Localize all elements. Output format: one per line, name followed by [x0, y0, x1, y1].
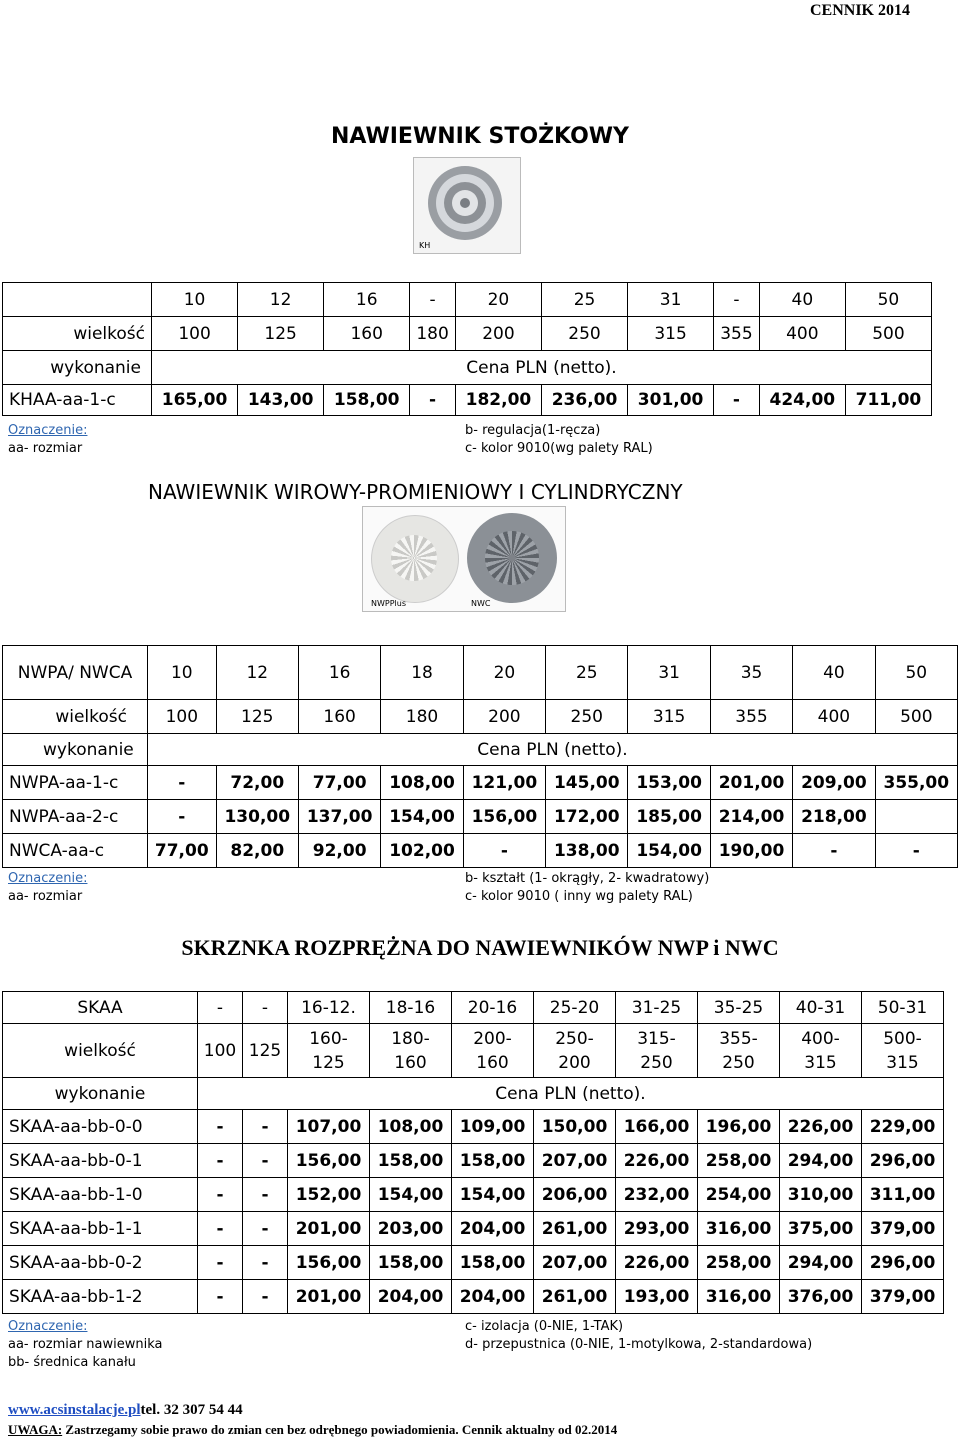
- size-top: 355-: [719, 1028, 758, 1049]
- price-cell: 109,00: [452, 1110, 534, 1144]
- product-name: KHAA-aa-1-c: [3, 385, 152, 416]
- price-cell: 226,00: [780, 1110, 862, 1144]
- size-mm: 160: [324, 317, 410, 351]
- size-code: -: [714, 283, 760, 317]
- size-top: 315-: [637, 1028, 676, 1049]
- size-mm: 500: [875, 700, 957, 734]
- product-name: SKAA-aa-bb-0-2: [3, 1246, 198, 1280]
- price-cell: 121,00: [463, 766, 545, 800]
- note-line: c- kolor 9010 ( inny wg palety RAL): [465, 889, 693, 904]
- size-top: 400-: [801, 1028, 840, 1049]
- note-heading: Oznaczenie:: [8, 1319, 88, 1334]
- size-cell: [780, 1024, 862, 1078]
- price-cell: 153,00: [628, 766, 710, 800]
- section2-notes-right: [465, 870, 709, 906]
- section2-notes-left: [8, 870, 87, 906]
- size-label: wielkość: [3, 317, 152, 351]
- note-line: d- przepustnica (0-NIE, 1-motylkowa, 2-standardowa): [465, 1337, 813, 1352]
- price-cell: 156,00: [288, 1144, 370, 1178]
- price-cell: 166,00: [616, 1110, 698, 1144]
- price-cell: 226,00: [616, 1144, 698, 1178]
- size-top: 500-: [883, 1028, 922, 1049]
- note-line: c- izolacja (0-NIE, 1-TAK): [465, 1319, 624, 1334]
- size-code: 50: [875, 646, 957, 700]
- price-cell: 294,00: [780, 1246, 862, 1280]
- price-cell: 424,00: [759, 385, 845, 416]
- section3-notes-left: [8, 1318, 163, 1372]
- price-cell: 214,00: [710, 800, 792, 834]
- section3-title: SKRZNKA ROZPRĘŻNA DO NAWIEWNIKÓW NWP i NWC: [181, 935, 779, 960]
- section2-title: NAWIEWNIK WIROWY-PROMIENIOWY I CYLINDRYCZNY: [148, 480, 683, 504]
- warning-text: Zastrzegamy sobie prawo do zmian cen bez odrębnego powiadomienia. Cennik aktualny od 02.2014: [62, 1422, 618, 1437]
- price-cell: 261,00: [534, 1212, 616, 1246]
- type-label: wykonanie: [3, 1078, 198, 1110]
- price-cell: 204,00: [452, 1280, 534, 1314]
- price-cell: 154,00: [381, 800, 463, 834]
- size-bottom: 250: [640, 1052, 673, 1073]
- section1-title: NAWIEWNIK STOŻKOWY: [331, 124, 629, 149]
- size-cell: [452, 1024, 534, 1078]
- price-cell: 316,00: [698, 1280, 780, 1314]
- price-cell: -: [243, 1280, 288, 1314]
- note-heading: Oznaczenie:: [8, 871, 88, 886]
- size-mm: 250: [541, 317, 627, 351]
- price-cell: 229,00: [862, 1110, 944, 1144]
- code-cell: 20-16: [452, 992, 534, 1024]
- price-cell: 310,00: [780, 1178, 862, 1212]
- size-bottom: 315: [886, 1052, 919, 1073]
- size-bottom: 160: [476, 1052, 509, 1073]
- size-mm: 180: [381, 700, 463, 734]
- kh-diffuser-photo: [413, 157, 521, 254]
- price-cell: 254,00: [698, 1178, 780, 1212]
- price-cell: 165,00: [152, 385, 238, 416]
- price-cell: 379,00: [862, 1212, 944, 1246]
- section1-notes-right: [465, 422, 653, 458]
- price-cell: 296,00: [862, 1246, 944, 1280]
- price-cell: 137,00: [298, 800, 380, 834]
- price-cell: 207,00: [534, 1144, 616, 1178]
- price-cell: -: [463, 834, 545, 868]
- price-cell: 77,00: [148, 834, 217, 868]
- price-cell: 182,00: [455, 385, 541, 416]
- price-cell: 158,00: [452, 1144, 534, 1178]
- section1-notes-left: [8, 422, 87, 458]
- kh-price-table: [2, 282, 932, 416]
- price-cell: 172,00: [546, 800, 628, 834]
- size-code: 20: [455, 283, 541, 317]
- price-cell: -: [198, 1178, 243, 1212]
- price-cell: 108,00: [381, 766, 463, 800]
- size-mm: 180: [410, 317, 456, 351]
- code-cell: 18-16: [370, 992, 452, 1024]
- price-cell: 158,00: [370, 1144, 452, 1178]
- price-cell: 294,00: [780, 1144, 862, 1178]
- size-top: 180-: [391, 1028, 430, 1049]
- corner-cell: [3, 283, 152, 317]
- price-cell: 236,00: [541, 385, 627, 416]
- price-cell: 150,00: [534, 1110, 616, 1144]
- product-name: SKAA-aa-bb-0-1: [3, 1144, 198, 1178]
- product-name: SKAA-aa-bb-0-0: [3, 1110, 198, 1144]
- price-cell: 158,00: [370, 1246, 452, 1280]
- size-code: 20: [463, 646, 545, 700]
- size-mm: 200: [455, 317, 541, 351]
- price-cell: 311,00: [862, 1178, 944, 1212]
- size-mm: 250: [546, 700, 628, 734]
- price-cell: -: [243, 1178, 288, 1212]
- price-cell: 201,00: [710, 766, 792, 800]
- code-cell: -: [243, 992, 288, 1024]
- size-cell: [370, 1024, 452, 1078]
- price-cell: -: [198, 1212, 243, 1246]
- price-header: Cena PLN (netto).: [152, 351, 932, 385]
- nwc-photo-label: NWC: [471, 599, 491, 608]
- code-cell: 40-31: [780, 992, 862, 1024]
- note-line: aa- rozmiar: [8, 441, 83, 456]
- size-bottom: 250: [722, 1052, 755, 1073]
- price-cell: 196,00: [698, 1110, 780, 1144]
- size-code: -: [410, 283, 456, 317]
- footer-contact: [8, 1402, 243, 1419]
- size-mm: 100: [152, 317, 238, 351]
- price-cell: 201,00: [288, 1280, 370, 1314]
- size-mm: 125: [216, 700, 298, 734]
- price-cell: 190,00: [710, 834, 792, 868]
- size-code: 40: [793, 646, 875, 700]
- price-cell: 375,00: [780, 1212, 862, 1246]
- price-cell: -: [793, 834, 875, 868]
- price-cell: -: [198, 1280, 243, 1314]
- product-name: NWPA-aa-2-c: [3, 800, 148, 834]
- price-cell: 204,00: [452, 1212, 534, 1246]
- price-cell: 152,00: [288, 1178, 370, 1212]
- price-cell: -: [198, 1110, 243, 1144]
- size-top: 160-: [309, 1028, 348, 1049]
- size-bottom: 315: [804, 1052, 837, 1073]
- price-cell: 156,00: [463, 800, 545, 834]
- size-mm: 355: [710, 700, 792, 734]
- price-cell: 72,00: [216, 766, 298, 800]
- size-mm: 400: [759, 317, 845, 351]
- price-cell: 379,00: [862, 1280, 944, 1314]
- price-cell: -: [198, 1144, 243, 1178]
- price-cell: -: [198, 1246, 243, 1280]
- price-cell: 218,00: [793, 800, 875, 834]
- product-name: NWPA-aa-1-c: [3, 766, 148, 800]
- price-cell: 201,00: [288, 1212, 370, 1246]
- size-bottom: 200: [558, 1052, 591, 1073]
- price-cell: 711,00: [845, 385, 931, 416]
- price-cell: -: [148, 766, 217, 800]
- code-cell: 35-25: [698, 992, 780, 1024]
- footer-warning: [8, 1422, 617, 1438]
- price-cell: 203,00: [370, 1212, 452, 1246]
- section3-notes-right: [465, 1318, 812, 1354]
- size-code: 25: [541, 283, 627, 317]
- code-cell: 16-12.: [288, 992, 370, 1024]
- phone-number: tel. 32 307 54 44: [140, 1402, 243, 1418]
- size-code: 10: [148, 646, 217, 700]
- price-cell: 154,00: [628, 834, 710, 868]
- price-cell: -: [243, 1110, 288, 1144]
- size-cell: [288, 1024, 370, 1078]
- nwp-nwc-diffusers-photo: [362, 506, 566, 612]
- website-link[interactable]: www.acsinstalacje.pl: [8, 1402, 141, 1418]
- skaa-price-table: [2, 991, 944, 1314]
- size-code: 16: [324, 283, 410, 317]
- head-label: SKAA: [3, 992, 198, 1024]
- price-cell: 209,00: [793, 766, 875, 800]
- size-mm: 500: [845, 317, 931, 351]
- price-cell: 158,00: [324, 385, 410, 416]
- size-code: 50: [845, 283, 931, 317]
- price-cell: -: [243, 1246, 288, 1280]
- price-cell: 77,00: [298, 766, 380, 800]
- price-cell: -: [148, 800, 217, 834]
- price-cell: 154,00: [452, 1178, 534, 1212]
- price-cell: 207,00: [534, 1246, 616, 1280]
- head-label: NWPA/ NWCA: [3, 646, 148, 700]
- note-line: bb- średnica kanału: [8, 1355, 136, 1370]
- price-cell: 376,00: [780, 1280, 862, 1314]
- price-cell: 293,00: [616, 1212, 698, 1246]
- price-cell: 258,00: [698, 1246, 780, 1280]
- size-cell: [862, 1024, 944, 1078]
- size-mm: 315: [628, 317, 714, 351]
- kh-photo-label: KH: [419, 241, 431, 250]
- price-cell: 258,00: [698, 1144, 780, 1178]
- price-cell: 296,00: [862, 1144, 944, 1178]
- size-code: 18: [381, 646, 463, 700]
- code-cell: 25-20: [534, 992, 616, 1024]
- nwpplus-photo-label: NWPPlus: [371, 599, 407, 608]
- type-label: wykonanie: [3, 734, 148, 766]
- price-cell: 82,00: [216, 834, 298, 868]
- size-mm: 355: [714, 317, 760, 351]
- price-cell: 185,00: [628, 800, 710, 834]
- size-top: 250-: [555, 1028, 594, 1049]
- size-mm: 400: [793, 700, 875, 734]
- size-code: 10: [152, 283, 238, 317]
- price-cell: 232,00: [616, 1178, 698, 1212]
- price-cell: 206,00: [534, 1178, 616, 1212]
- product-name: SKAA-aa-bb-1-1: [3, 1212, 198, 1246]
- size-mm: 100: [148, 700, 217, 734]
- size-mm: 160: [298, 700, 380, 734]
- size-label: wielkość: [3, 1024, 198, 1078]
- size-cell: [534, 1024, 616, 1078]
- size-cell: [616, 1024, 698, 1078]
- price-header: Cena PLN (netto).: [148, 734, 958, 766]
- price-cell: 102,00: [381, 834, 463, 868]
- nwp-price-table: [2, 645, 958, 868]
- size-code: 25: [546, 646, 628, 700]
- code-cell: 50-31: [862, 992, 944, 1024]
- price-cell: 107,00: [288, 1110, 370, 1144]
- size-code: 31: [628, 283, 714, 317]
- price-cell: 143,00: [238, 385, 324, 416]
- price-cell: 92,00: [298, 834, 380, 868]
- price-cell: [875, 800, 957, 834]
- size-code: 16: [298, 646, 380, 700]
- price-cell: -: [243, 1144, 288, 1178]
- note-line: aa- rozmiar nawiewnika: [8, 1337, 163, 1352]
- size-cell: 125: [243, 1024, 288, 1078]
- price-cell: 261,00: [534, 1280, 616, 1314]
- code-cell: -: [198, 992, 243, 1024]
- note-line: b- kształt (1- okrągły, 2- kwadratowy): [465, 871, 710, 886]
- code-cell: 31-25: [616, 992, 698, 1024]
- size-cell: 100: [198, 1024, 243, 1078]
- price-cell: 204,00: [370, 1280, 452, 1314]
- price-cell: -: [243, 1212, 288, 1246]
- price-cell: 156,00: [288, 1246, 370, 1280]
- note-line: b- regulacja(1-ręcza): [465, 423, 601, 438]
- note-line: c- kolor 9010(wg palety RAL): [465, 441, 653, 456]
- note-line: aa- rozmiar: [8, 889, 83, 904]
- size-code: 12: [238, 283, 324, 317]
- size-code: 12: [216, 646, 298, 700]
- size-mm: 315: [628, 700, 710, 734]
- type-label: wykonanie: [3, 351, 152, 385]
- product-name: NWCA-aa-c: [3, 834, 148, 868]
- size-label: wielkość: [3, 700, 148, 734]
- size-bottom: 125: [312, 1052, 345, 1073]
- size-mm: 200: [463, 700, 545, 734]
- warning-label: UWAGA:: [8, 1422, 63, 1437]
- product-name: SKAA-aa-bb-1-0: [3, 1178, 198, 1212]
- price-cell: -: [410, 385, 456, 416]
- size-code: 31: [628, 646, 710, 700]
- note-heading: Oznaczenie:: [8, 423, 88, 438]
- size-bottom: 160: [394, 1052, 427, 1073]
- price-cell: 154,00: [370, 1178, 452, 1212]
- price-cell: 130,00: [216, 800, 298, 834]
- price-header: Cena PLN (netto).: [198, 1078, 944, 1110]
- size-top: 200-: [473, 1028, 512, 1049]
- price-cell: 316,00: [698, 1212, 780, 1246]
- size-code: 35: [710, 646, 792, 700]
- price-cell: 193,00: [616, 1280, 698, 1314]
- size-mm: 125: [238, 317, 324, 351]
- price-cell: 108,00: [370, 1110, 452, 1144]
- price-cell: -: [714, 385, 760, 416]
- price-cell: 226,00: [616, 1246, 698, 1280]
- size-code: 40: [759, 283, 845, 317]
- price-cell: 158,00: [452, 1246, 534, 1280]
- price-cell: -: [875, 834, 957, 868]
- price-cell: 138,00: [546, 834, 628, 868]
- size-cell: [698, 1024, 780, 1078]
- product-name: SKAA-aa-bb-1-2: [3, 1280, 198, 1314]
- page-header-title: CENNIK 2014: [809, 2, 910, 19]
- price-cell: 145,00: [546, 766, 628, 800]
- price-cell: 301,00: [628, 385, 714, 416]
- price-cell: 355,00: [875, 766, 957, 800]
